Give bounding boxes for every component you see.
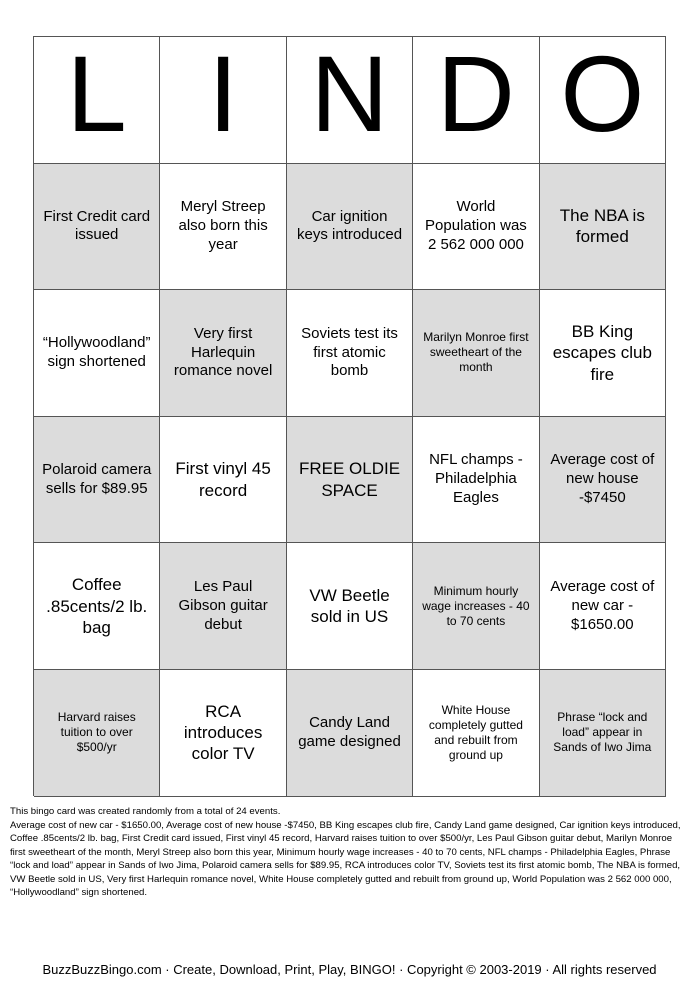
bingo-cell xyxy=(287,164,413,291)
bingo-row xyxy=(34,290,666,417)
bingo-cell-text: Average cost of new house -$7450 xyxy=(550,451,655,506)
bingo-cell-text: First vinyl 45 record xyxy=(175,459,271,500)
bingo-cell-text: Minimum hourly wage increases - 40 to 70 cents xyxy=(422,583,530,628)
header-letter-d: D xyxy=(413,37,539,164)
bingo-cell-text: Car ignition keys introduced xyxy=(296,207,403,244)
bingo-cell xyxy=(287,417,413,544)
bingo-cell xyxy=(287,290,413,417)
bingo-cell-text: FREE OLDIE SPACE xyxy=(298,459,401,500)
bingo-row xyxy=(34,543,666,670)
bingo-cell xyxy=(34,290,160,417)
bingo-cell-text: World Population was 2 562 000 000 xyxy=(425,198,527,253)
bingo-cell-text: White House completely gutted and rebuilt from ground up xyxy=(428,702,523,762)
bingo-cell-text: RCA introduces color TV xyxy=(183,701,263,764)
header-letter-n: N xyxy=(287,37,413,164)
header-row xyxy=(34,32,666,164)
bingo-cell xyxy=(540,417,666,544)
bingo-cell xyxy=(160,543,286,670)
note-intro: This bingo card was created randomly from a total of 24 events. xyxy=(10,806,281,817)
bingo-cell-text: BB King escapes club fire xyxy=(552,322,652,384)
bingo-cell xyxy=(34,417,160,544)
bingo-cell xyxy=(540,543,666,670)
bingo-cell-text: Les Paul Gibson guitar debut xyxy=(178,578,268,633)
note-event-list: Average cost of new car - $1650.00, Average cost of new house -$7450, BB King escapes club fire, Candy Land game designed, Car ignition keys introduced, Coffee .85cents/2 lb. bag, First Credit card issued, First vinyl 45 record, Harvard raises tuition to over $500/yr, Les Paul Gibson guitar debut, Marilyn Monroe first sweetheart of the month, Meryl Streep also born this year, Minimum hourly wage increases - 40 to 70 cents, NFL champs - Philadelphia Eagles, Phrase “lock and load” appear in Sands of Iwo Jima, Polaroid camera sells for $89.95, RCA introduces color TV, Soviets test its first atomic bomb, The NBA is formed, VW Beetle sold in US, Very first Harlequin romance novel, White House completely gutted and rebuilt from ground up, World Population was 2 562 000 000, “Hollywoodland” sign shortened. xyxy=(10,819,681,898)
header-letter-l: L xyxy=(34,37,160,164)
bingo-card xyxy=(33,32,666,796)
bingo-cell xyxy=(160,417,286,544)
bingo-cell xyxy=(34,670,160,797)
bingo-cell xyxy=(287,543,413,670)
bingo-cell xyxy=(413,543,539,670)
bingo-grid xyxy=(34,164,666,797)
bingo-cell xyxy=(34,164,160,291)
bingo-cell-text: Marilyn Monroe first sweetheart of the month xyxy=(423,330,529,375)
bingo-cell-text: NFL champs - Philadelphia Eagles xyxy=(429,451,523,506)
bingo-cell xyxy=(413,164,539,291)
footer-copyright: BuzzBuzzBingo.com · Create, Download, Print, Play, BINGO! · Copyright © 2003-2019 · All rights reserved xyxy=(42,962,657,977)
bingo-cell-text: Coffee .85cents/2 lb. bag xyxy=(46,575,148,637)
bingo-cell xyxy=(287,670,413,797)
bingo-cell-text: Phrase “lock and load” appear in Sands of Iwo Jima xyxy=(553,710,652,755)
bingo-cell-text: First Credit card issued xyxy=(43,207,151,244)
bingo-cell-text: Harvard raises tuition to over $500/yr xyxy=(57,710,136,755)
card-note xyxy=(10,805,690,900)
bingo-cell-text: Meryl Streep also born this year xyxy=(178,198,268,253)
bingo-cell-text: “Hollywoodland” sign shortened xyxy=(42,334,151,370)
bingo-row xyxy=(34,417,666,544)
bingo-cell xyxy=(160,290,286,417)
bingo-cell xyxy=(160,164,286,291)
bingo-cell-text: Polaroid camera sells for $89.95 xyxy=(42,460,152,497)
bingo-cell xyxy=(540,670,666,797)
bingo-cell-text: VW Beetle sold in US xyxy=(309,585,390,627)
bingo-cell xyxy=(540,290,666,417)
bingo-cell xyxy=(413,290,539,417)
bingo-cell xyxy=(540,164,666,291)
bingo-row xyxy=(34,164,666,291)
header-letter-i: I xyxy=(160,37,286,164)
bingo-cell xyxy=(413,417,539,544)
bingo-cell xyxy=(160,670,286,797)
bingo-cell xyxy=(34,543,160,670)
bingo-cell-text: Soviets test its first atomic bomb xyxy=(301,324,398,380)
header-letter-o: O xyxy=(540,37,666,164)
bingo-row xyxy=(34,670,666,797)
bingo-cell-text: Average cost of new car - $1650.00 xyxy=(550,578,655,633)
bingo-cell-text: Candy Land game designed xyxy=(298,714,401,750)
bingo-cell xyxy=(413,670,539,797)
bingo-cell-text: Very first Harlequin romance novel xyxy=(173,324,273,380)
bingo-cell-text: The NBA is formed xyxy=(559,206,645,247)
